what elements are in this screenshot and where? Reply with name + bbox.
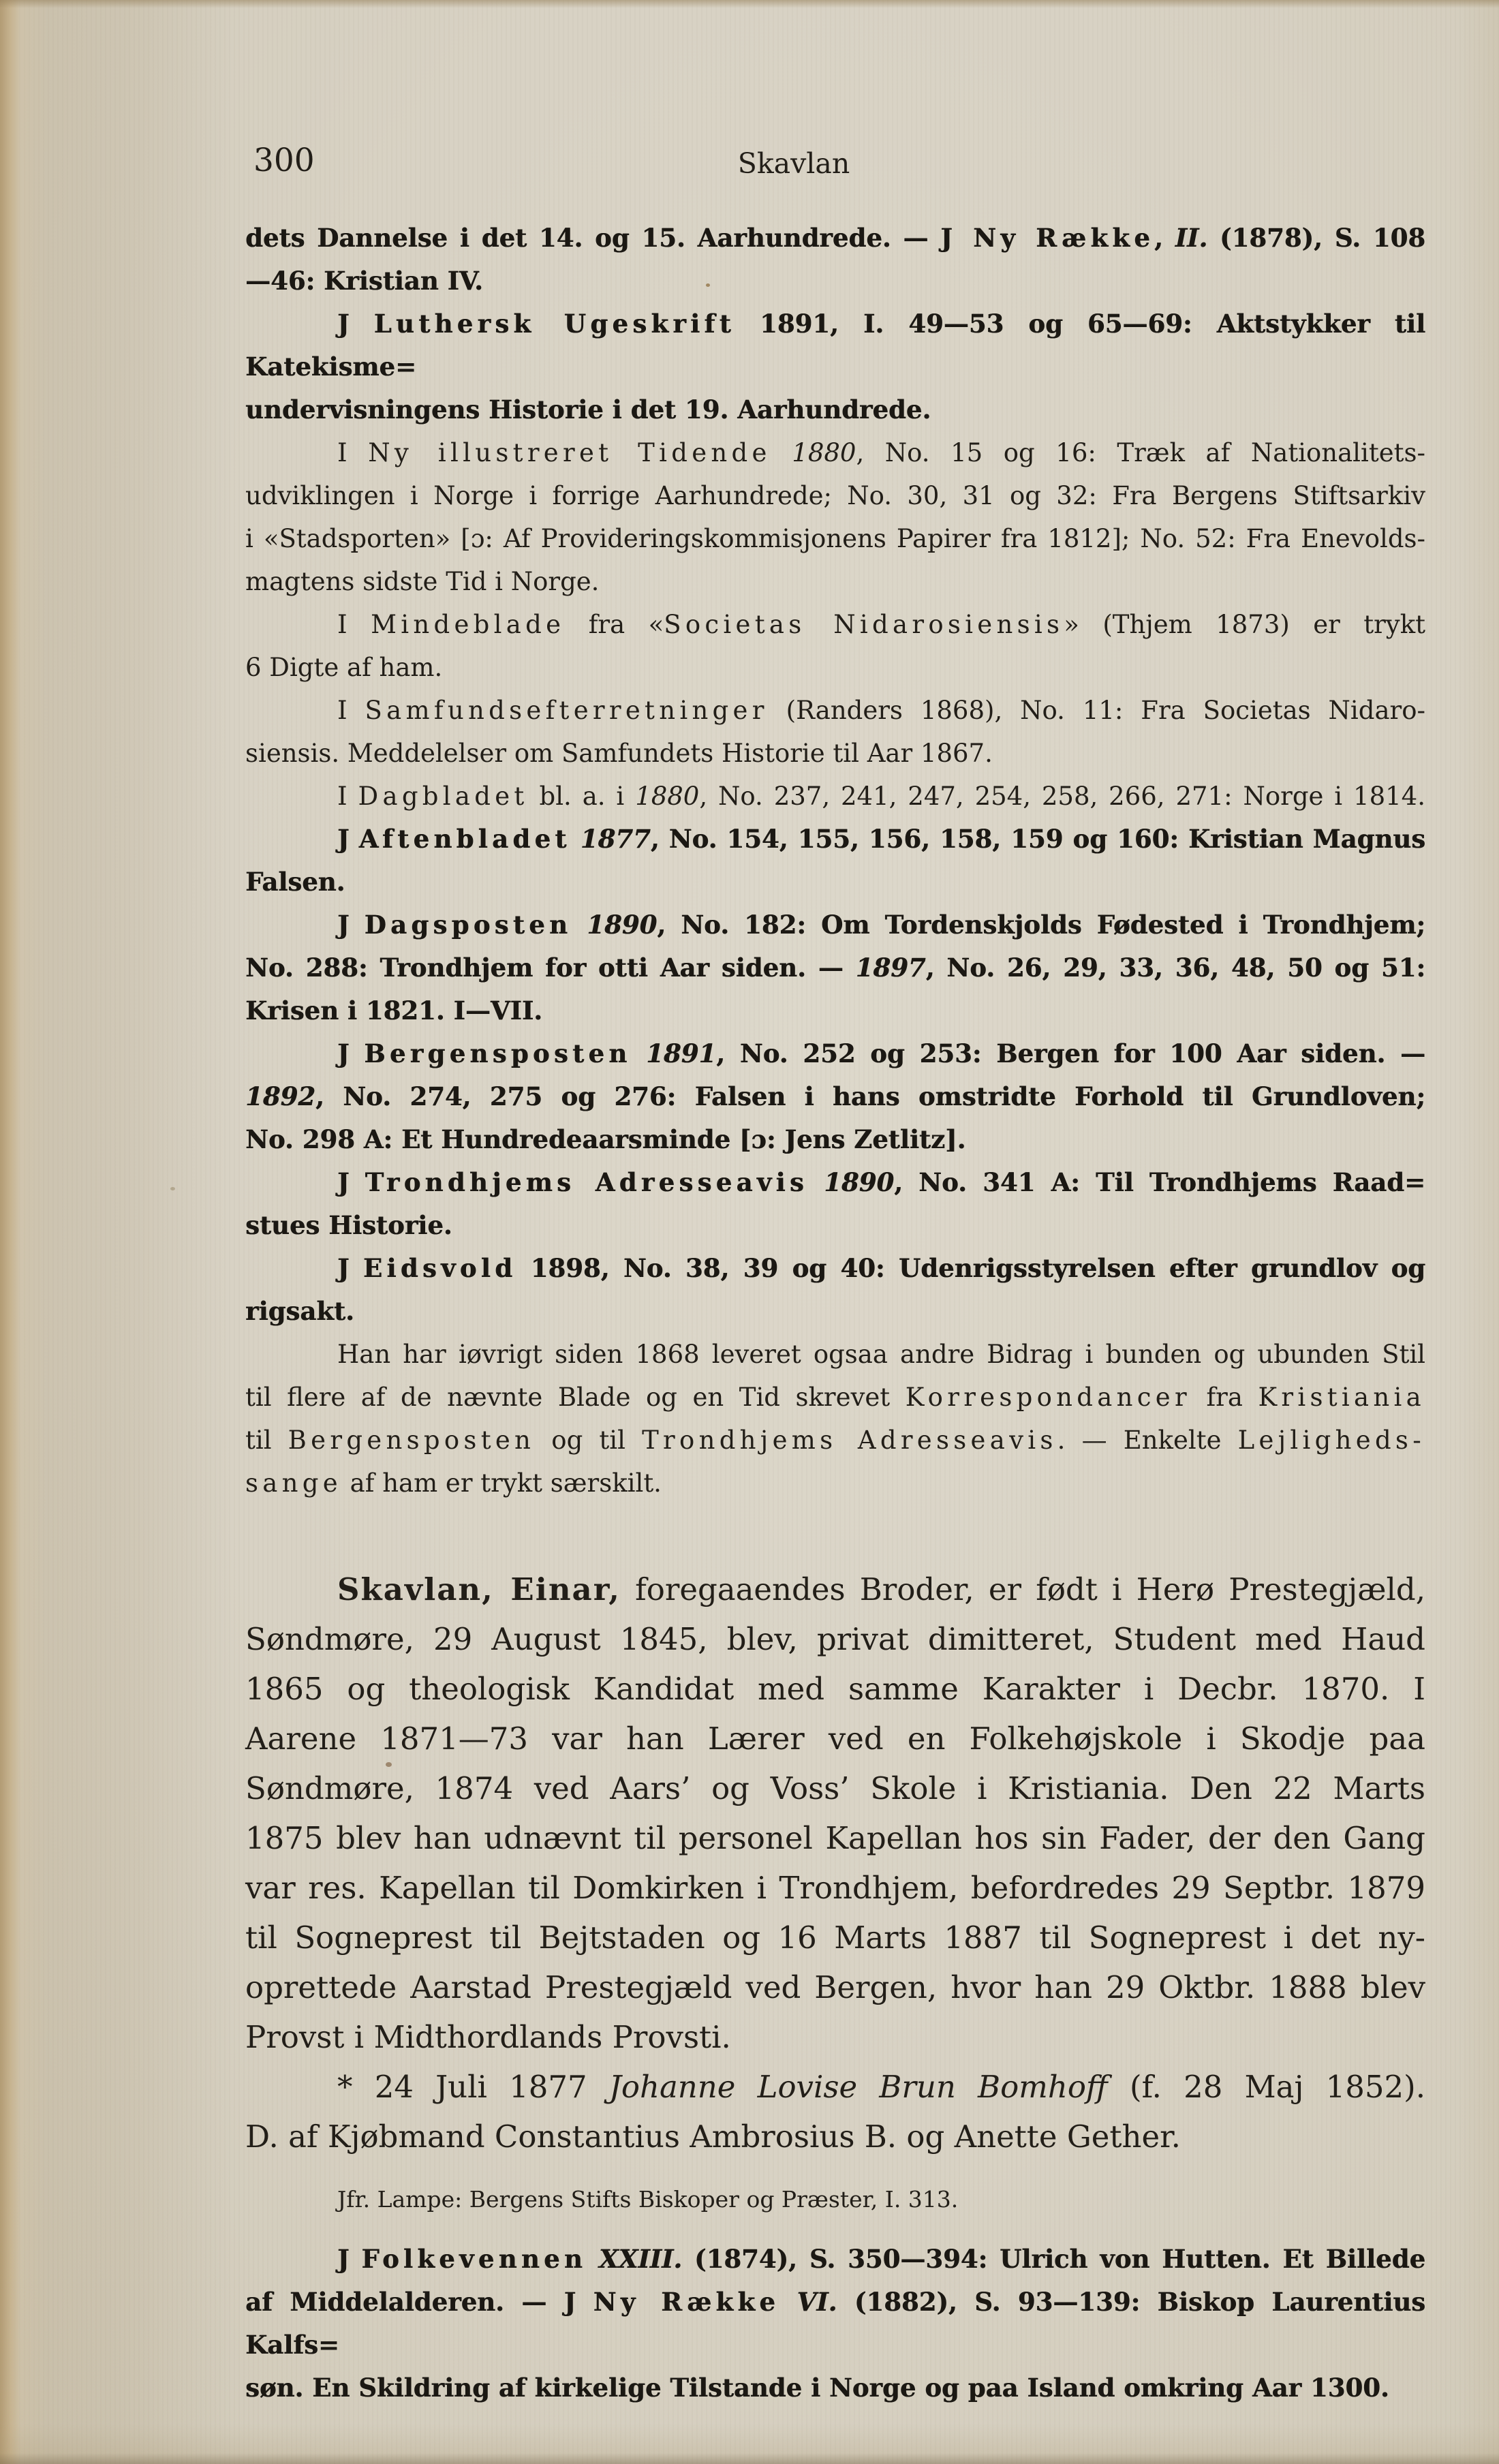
text-segment: I — [337, 438, 369, 467]
text-line — [245, 1714, 1425, 1764]
text-segment: 1865 og theologisk Kandidat med samme Karakter i Decbr. 1870. I — [245, 1671, 1425, 1707]
emphasis-text: 1890 — [587, 910, 658, 940]
text-line — [245, 2181, 1425, 2219]
publication-title: Dagbladet — [358, 782, 529, 811]
entry-aftenbladet — [245, 818, 1425, 904]
text-segment: Søndmøre, 1874 ved Aars’ og Voss’ Skole i Kristiania. Den 22 Marts — [245, 1770, 1425, 1806]
text-segment: * 24 Juli 1877 — [337, 2069, 609, 2105]
text-segment: » (Thjem 1873) er trykt — [1064, 610, 1425, 639]
publication-title: Ny Række — [593, 2287, 780, 2317]
text-segment: , No. 274, 275 og 276: Falsen i hans omstridte Forhold til Grundloven; — [315, 1081, 1425, 1111]
text-segment: Provst i Midthordlands Provsti. — [245, 2019, 731, 2055]
text-line — [245, 1863, 1425, 1913]
text-segment: I — [337, 610, 371, 639]
text-segment — [587, 2244, 599, 2274]
text-line — [245, 689, 1425, 732]
publication-title: Lejligheds- — [1237, 1426, 1425, 1455]
text-line — [245, 303, 1425, 388]
emphasis-text: 1877 — [580, 824, 651, 854]
publication-title: Dagsposten — [364, 910, 572, 940]
publication-title: Bergensposten — [288, 1426, 536, 1455]
text-segment: udviklingen i Norge i forrige Aarhundrede; No. 30, 31 og 32: Fra Bergens Stiftsarkiv — [245, 481, 1425, 510]
text-line — [245, 2012, 1425, 2062]
text-segment — [808, 1167, 824, 1197]
emphasis-text: 1890 — [824, 1167, 895, 1197]
emphasis-text: XXIII. — [598, 2244, 683, 2274]
entry-dagsposten — [245, 904, 1425, 1032]
text-column — [245, 217, 1425, 2409]
publication-title: Ny illustreret Tidende — [368, 438, 771, 467]
text-segment: , No. 26, 29, 33, 36, 48, 50 og 51: — [925, 953, 1425, 983]
text-segment — [571, 824, 581, 854]
emphasis-text: 1892 — [245, 1081, 315, 1111]
text-segment: J — [337, 910, 365, 940]
text-segment: (1878), S. 108 — [1207, 223, 1426, 253]
biography-skavlan-einar — [245, 1565, 1425, 2062]
publication-title: Mindeblade — [371, 610, 566, 639]
text-line — [245, 1032, 1425, 1075]
text-line — [245, 2238, 1425, 2281]
entry-ny-illustreret-tidende — [245, 431, 1425, 603]
text-segment: oprettede Aarstad Prestegjæld ved Bergen, hvor han 29 Oktbr. 1888 blev — [245, 1969, 1425, 2005]
text-line — [245, 1075, 1425, 1118]
text-line — [245, 1962, 1425, 2012]
text-line — [245, 775, 1425, 818]
publication-title: Societas Nidarosiensis — [664, 610, 1064, 639]
text-line — [245, 989, 1425, 1032]
text-line — [245, 517, 1425, 560]
text-segment — [572, 910, 587, 940]
text-segment: til flere af de nævnte Blade og en Tid skrevet — [245, 1383, 906, 1412]
text-segment: Falsen. — [245, 867, 345, 897]
text-line — [245, 1614, 1425, 1664]
text-line — [245, 861, 1425, 904]
text-segment: (f. 28 Maj 1852). — [1107, 2069, 1426, 2105]
text-segment: og til — [535, 1426, 643, 1455]
text-line — [245, 603, 1425, 646]
entry-mindeblade — [245, 603, 1425, 689]
text-segment: D. af Kjøbmand Constantius Ambrosius B. og Anette Gether. — [245, 2119, 1181, 2155]
text-segment: (1882), S. 93—139: Biskop Laurentius Kalfs= — [245, 2287, 1426, 2360]
text-segment: J — [337, 309, 374, 339]
text-segment: 1875 blev han udnævnt til personel Kapellan hos sin Fader, der den Gang — [245, 1820, 1425, 1856]
emphasis-text: 1880 — [792, 438, 856, 467]
publication-title: J Ny Række — [940, 223, 1155, 253]
text-segment: undervisningens Historie i det 19. Aarhundrede. — [245, 395, 931, 425]
text-segment: , No. 252 og 253: Bergen for 100 Aar siden. — — [716, 1038, 1425, 1068]
text-segment: , No. 154, 155, 156, 158, 159 og 160: Kristian Magnus — [650, 824, 1425, 854]
text-line — [245, 1118, 1425, 1161]
text-segment: var res. Kapellan til Domkirken i Trondhjem, befordredes 29 Septbr. 1879 — [245, 1870, 1425, 1906]
text-segment: (Randers 1868), No. 11: Fra Societas Nidaro- — [768, 696, 1425, 725]
text-segment: J — [337, 824, 359, 854]
text-line — [245, 217, 1425, 260]
entry-folkevennen — [245, 2238, 1425, 2409]
text-segment: No. 288: Trondhjem for otti Aar siden. — — [245, 953, 856, 983]
emphasis-text: Johanne Lovise Brun Bomhoff — [608, 2069, 1108, 2105]
publication-title: Bergensposten — [364, 1038, 632, 1068]
text-segment: , — [1154, 223, 1175, 253]
text-line — [245, 1462, 1425, 1505]
text-segment: 1898, No. 38, 39 og 40: Udenrigsstyrelsen efter grundlov og rigsakt. — [245, 1253, 1425, 1326]
text-line — [245, 2062, 1425, 2112]
text-segment: J — [337, 1167, 365, 1197]
text-segment: , No. 15 og 16: Træk af Nationalitets- — [856, 438, 1425, 467]
publication-title: Trondhjems Adresseavis — [365, 1167, 808, 1197]
text-segment: søn. En Skildring af kirkelige Tilstande i Norge og paa Island omkring Aar 1300. — [245, 2373, 1389, 2403]
text-segment: foregaaendes Broder, er født i Herø Prestegjæld, — [620, 1571, 1426, 1607]
entry-name: Skavlan, Einar, — [337, 1571, 621, 1607]
text-segment: , No. 341 A: Til Trondhjems Raad= — [894, 1167, 1425, 1197]
text-line — [245, 431, 1425, 474]
running-head — [0, 0, 1499, 204]
text-segment: J — [337, 1253, 363, 1283]
text-segment: af ham er trykt særskilt. — [341, 1468, 662, 1498]
page-number: 300 — [253, 142, 315, 179]
entry-dagbladet — [245, 775, 1425, 818]
text-segment: i «Stadsporten» [ɔ: Af Provideringskommisjonens Papirer fra 1812]; No. 52: Fra Enevolds- — [245, 524, 1425, 553]
entry-eidsvold — [245, 1247, 1425, 1333]
text-line — [245, 1664, 1425, 1714]
publication-title: Trondhjems Adresseavis — [642, 1426, 1057, 1455]
paper-speck — [1107, 617, 1110, 620]
text-line — [245, 904, 1425, 946]
text-line — [245, 1161, 1425, 1204]
publication-title: Kristiania — [1258, 1383, 1425, 1412]
running-header-title: Skavlan — [737, 147, 850, 180]
text-segment: til Sogneprest til Bejtstaden og 16 Marts 1887 til Sogneprest i det ny- — [245, 1920, 1425, 1956]
marriage-note — [245, 2062, 1425, 2161]
text-segment: siensis. Meddelelser om Samfundets Historie til Aar 1867. — [245, 739, 993, 768]
text-segment: —46: Kristian IV. — [245, 266, 483, 296]
publication-title: Aftenbladet — [358, 824, 571, 854]
text-segment: (1874), S. 350—394: Ulrich von Hutten. Et Billede — [682, 2244, 1425, 2274]
text-segment — [779, 2287, 797, 2317]
text-line — [245, 732, 1425, 775]
text-line — [245, 1376, 1425, 1419]
paper-speck — [706, 283, 710, 287]
text-line — [245, 2112, 1425, 2161]
text-line — [245, 2281, 1425, 2367]
text-line — [245, 1565, 1425, 1614]
text-line — [245, 1813, 1425, 1863]
text-line — [245, 1419, 1425, 1462]
emphasis-text: II. — [1175, 223, 1208, 253]
publication-title: Eidsvold — [362, 1253, 517, 1283]
text-segment: stues Historie. — [245, 1210, 452, 1240]
text-segment: J — [337, 2244, 362, 2274]
text-segment: 1891, I. 49—53 og 65—69: Aktstykker til Katekisme= — [245, 309, 1426, 382]
text-segment: fra — [1190, 1383, 1258, 1412]
text-line — [245, 388, 1425, 431]
emphasis-text: 1880 — [635, 782, 700, 811]
text-segment: , No. 182: Om Tordenskjolds Fødested i Trondhjem; — [657, 910, 1425, 940]
text-line — [245, 1247, 1425, 1333]
text-segment: fra « — [565, 610, 664, 639]
text-segment: Han har iøvrigt siden 1868 leveret ogsaa andre Bidrag i bunden og ubunden Stil — [337, 1340, 1425, 1369]
text-line — [245, 1764, 1425, 1813]
paper-speck — [170, 1187, 175, 1190]
entry-bergensposten — [245, 1032, 1425, 1161]
text-line — [245, 946, 1425, 989]
text-segment: af Middelalderen. — J — [245, 2287, 593, 2317]
text-line — [245, 474, 1425, 517]
text-segment: , No. 237, 241, 247, 254, 258, 266, 271: Norge i 1814. — [699, 782, 1425, 811]
entry-trondhjems-adresseavis — [245, 1161, 1425, 1247]
text-segment: No. 298 A: Et Hundredeaarsminde [ɔ: Jens Zetlitz]. — [245, 1124, 966, 1154]
publication-title: Luthersk Ugeskrift — [373, 309, 735, 339]
text-segment: Jfr. Lampe: Bergens Stifts Biskoper og Præster, I. 313. — [337, 2186, 959, 2213]
text-line — [245, 818, 1425, 861]
text-line — [245, 260, 1425, 303]
emphasis-text: 1897 — [855, 953, 926, 983]
text-segment: 6 Digte af ham. — [245, 653, 443, 682]
reference-lampe — [245, 2181, 1425, 2219]
text-line — [245, 1333, 1425, 1376]
text-segment: Aarene 1871—73 var han Lærer ved en Folkehøjskole i Skodje paa — [245, 1721, 1425, 1757]
text-segment: Søndmøre, 29 August 1845, blev, privat dimitteret, Student med Haud — [245, 1621, 1425, 1657]
publication-title: sange — [245, 1468, 342, 1498]
text-segment: I — [337, 782, 358, 811]
text-segment — [771, 438, 792, 467]
text-segment: magtens sidste Tid i Norge. — [245, 567, 600, 596]
text-segment: Krisen i 1821. I—VII. — [245, 996, 543, 1026]
publication-title: Samfundsefterretninger — [365, 696, 769, 725]
text-segment — [631, 1038, 646, 1068]
text-segment: til — [245, 1426, 288, 1455]
text-segment: dets Dannelse i det 14. og 15. Aarhundrede. — — [245, 223, 941, 253]
text-segment: . — Enkelte — [1057, 1426, 1238, 1455]
emphasis-text: 1891 — [646, 1038, 717, 1068]
publication-title: Folkevennen — [361, 2244, 587, 2274]
text-line — [245, 1913, 1425, 1962]
text-segment: I — [337, 696, 365, 725]
text-segment: J — [337, 1038, 365, 1068]
emphasis-text: VI. — [797, 2287, 837, 2317]
text-line — [245, 1204, 1425, 1247]
text-line — [245, 2367, 1425, 2409]
entry-samfundsefterretninger — [245, 689, 1425, 775]
publication-title: Korrespondancer — [905, 1383, 1191, 1412]
text-segment: bl. a. i — [528, 782, 636, 811]
text-line — [245, 646, 1425, 689]
entry-other-contributions — [245, 1333, 1425, 1505]
text-line — [245, 560, 1425, 603]
entry-continuation-dannelse — [245, 217, 1425, 303]
entry-luthersk-ugeskrift — [245, 303, 1425, 431]
paper-speck — [386, 1762, 392, 1767]
